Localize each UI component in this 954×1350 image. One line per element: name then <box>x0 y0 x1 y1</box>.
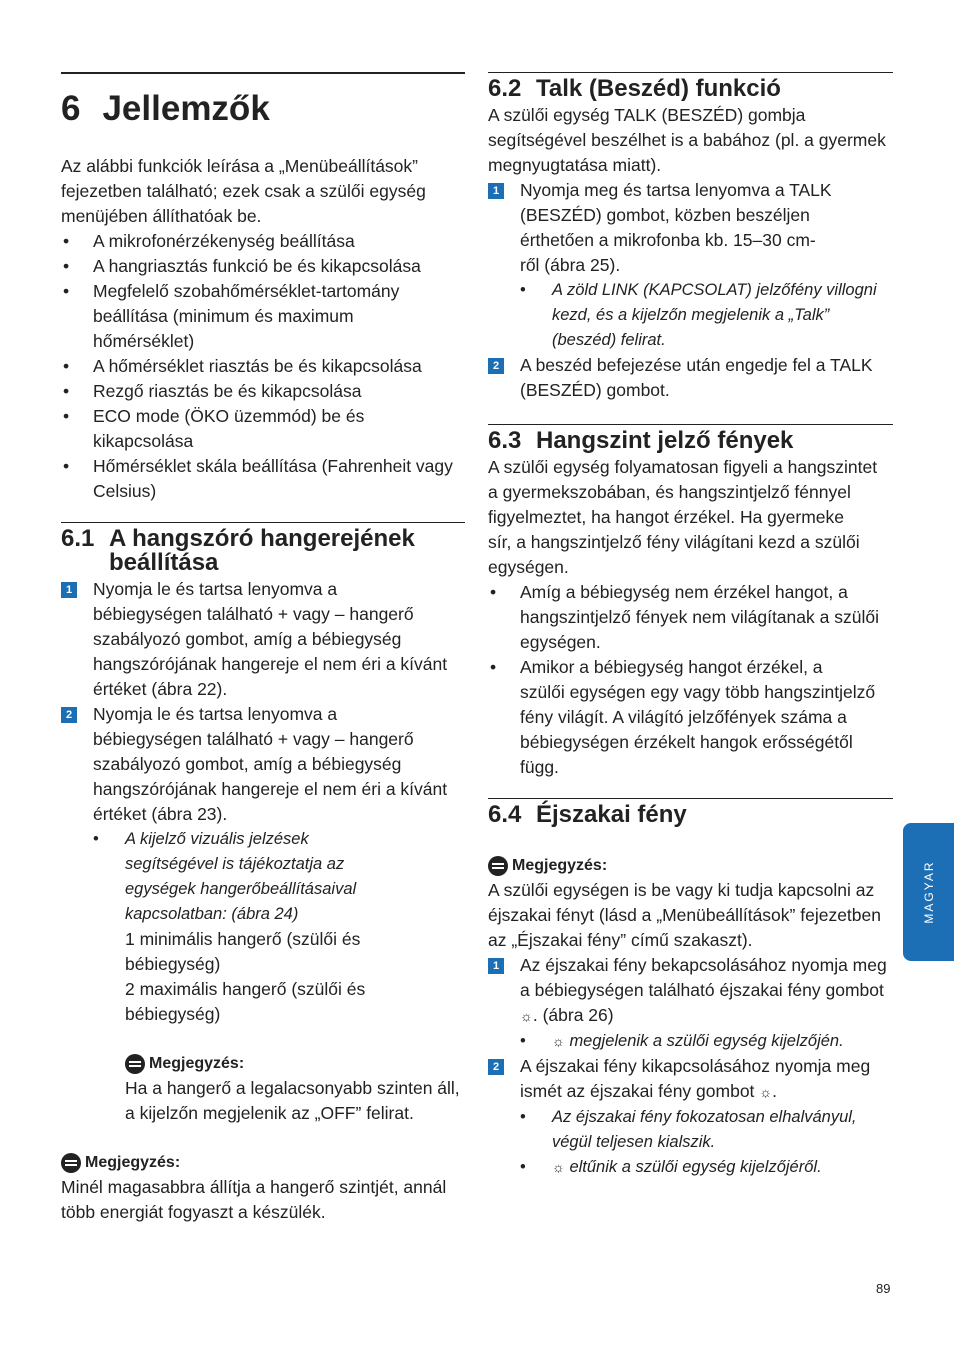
step-badge: 1 <box>61 582 77 598</box>
text-line: ről (ábra 25). <box>520 255 621 275</box>
list-item <box>61 354 465 379</box>
sub-bullet-list <box>520 1029 893 1054</box>
section-rule <box>488 798 893 799</box>
text-line: • Amíg a bébiegység nem érzékel hangot, a <box>520 582 848 602</box>
section-number: 6.3 <box>488 427 522 454</box>
text-line: hangszórójának hangereje el nem éri a kívánt <box>93 779 448 799</box>
text-line: kikapcsolása <box>93 431 194 451</box>
sun-icon: ☼ <box>520 1008 533 1024</box>
text-line: szabályozó gombot, amíg a bébiegység <box>93 754 402 774</box>
text-line: éjszakai fényt (lásd a „Menübeállítások” fejezetben <box>488 905 881 925</box>
step-badge: 2 <box>488 1059 504 1075</box>
text-line: Az éjszakai fény bekapcsolásához nyomja meg <box>520 955 887 975</box>
text-line: bébiegységen található + vagy – hangerő <box>93 604 414 624</box>
step-1 <box>488 178 893 278</box>
text-line: A szülői egység TALK (BESZÉD) gombja <box>488 105 806 125</box>
text-line: Celsius) <box>93 481 157 501</box>
section-title-text: Talk (Beszéd) funkció <box>536 75 781 102</box>
text-line: A éjszakai fény kikapcsolásához nyomja meg <box>520 1056 871 1076</box>
section-rule <box>488 424 893 425</box>
note-icon <box>61 1153 81 1173</box>
text-line: végül teljesen kialszik. <box>552 1133 716 1151</box>
text-line: Ha a hangerő a legalacsonyabb szinten áll, <box>125 1078 460 1098</box>
text-line: szabályozó gombot, amíg a bébiegység <box>93 629 402 649</box>
numbered-item <box>125 927 465 977</box>
text-line: segítségével is tájékoztatja az <box>125 855 345 873</box>
section-6-3-title <box>488 429 893 453</box>
text-line: kezd, és a kijelzőn megjelenik a „Talk” <box>552 306 830 324</box>
step-badge: 1 <box>488 958 504 974</box>
section-number: 6.4 <box>488 801 522 828</box>
left-column <box>61 72 465 1225</box>
note-label: Megjegyzés: <box>85 1154 181 1171</box>
language-tab-label: MAGYAR <box>921 860 936 924</box>
list-item <box>61 279 465 354</box>
sun-icon: ☼ <box>759 1084 773 1100</box>
text-line: • Hőmérséklet skála beállítása (Fahrenheit vagy <box>93 456 453 476</box>
step-2 <box>61 702 465 827</box>
sub-bullet-list <box>93 827 465 927</box>
step-badge: 2 <box>488 358 504 374</box>
section-6-4-title <box>488 803 893 827</box>
text-line: a bébiegységen található éjszakai fény gombot <box>520 980 884 1000</box>
sub-bullet <box>520 1105 893 1155</box>
text-line: ismét az éjszakai fény gombot ☼. <box>520 1081 777 1101</box>
text-line: Nyomja le és tartsa lenyomva a <box>93 704 338 724</box>
step-2 <box>488 353 893 403</box>
list-item <box>61 379 465 404</box>
text-line: értéket (ábra 23). <box>93 804 228 824</box>
section-6-1-title <box>61 527 465 575</box>
note-icon <box>488 856 508 876</box>
text-line: • A zöld LINK (KAPCSOLAT) jelzőfény villogni <box>552 281 877 299</box>
top-rule <box>61 72 465 74</box>
bullet-list <box>488 580 893 780</box>
list-item <box>61 229 465 254</box>
section-6-3-intro <box>488 455 893 580</box>
text-line: bébiegység) <box>125 1004 221 1024</box>
intro-paragraph <box>61 154 465 229</box>
section-rule <box>61 522 465 523</box>
list-item <box>488 580 893 655</box>
right-column <box>488 72 893 1180</box>
text-line: (BESZÉD) gombot, közben beszéljen <box>520 205 810 225</box>
page-number: 89 <box>876 1281 891 1296</box>
text-line: bébiegységen található + vagy – hangerő <box>93 729 414 749</box>
step-1 <box>488 953 893 1029</box>
text-line: Nyomja meg és tartsa lenyomva a TALK <box>520 180 832 200</box>
sub-bullet: • ☼ eltűnik a szülői egység kijelzőjéről. <box>520 1155 893 1180</box>
numbered-item <box>125 977 465 1027</box>
text-line: Minél magasabbra állítja a hangerő szintjét, annál <box>61 1177 447 1197</box>
text-line: érthetően a mikrofonba kb. 15–30 cm- <box>520 230 816 250</box>
text-line: Nyomja le és tartsa lenyomva a <box>93 579 338 599</box>
text-line: • Az éjszakai fény fokozatosan elhalványul, <box>552 1108 857 1126</box>
text-line: hőmérséklet) <box>93 331 195 351</box>
text-line: a gyermekszobában, és hangszintjelző fénnyel <box>488 482 851 502</box>
text-line: sír, a hangszintjelző fény világítani kezd a szülői <box>488 532 860 552</box>
sub-bullet <box>93 827 465 927</box>
text-line: az „Éjszakai fény” című szakaszt). <box>488 930 753 950</box>
section-title-line: A hangszóró hangerejének <box>109 525 415 552</box>
text-line: segítségével beszélhet is a babához (pl. a gyermek <box>488 130 886 150</box>
language-tab <box>903 823 954 961</box>
list-item <box>488 655 893 780</box>
text-line: bébiegység) <box>125 954 221 974</box>
text-line: bébiegységen érzékelt hangok erősségétől <box>520 732 853 752</box>
text-line: (BESZÉD) gombot. <box>520 380 670 400</box>
text-line: beállítása (minimum és maximum <box>93 306 354 326</box>
section-6-2-title <box>488 77 893 101</box>
note-label: Megjegyzés: <box>149 1055 245 1072</box>
text-line: függ. <box>520 757 559 777</box>
text-line: értéket (ábra 22). <box>93 679 228 699</box>
text-line: • Amikor a bébiegység hangot érzékel, a <box>520 657 823 677</box>
note <box>488 853 893 953</box>
text-line: • A hőmérséklet riasztás be és kikapcsolása <box>93 356 422 376</box>
feature-list <box>61 229 465 504</box>
step-badge: 1 <box>488 183 504 199</box>
text-line: fejezetben található; ezek csak a szülői egység <box>61 181 426 201</box>
section-rule <box>488 72 893 73</box>
text-line: kapcsolatban: (ábra 24) <box>125 905 299 923</box>
text-line: A szülői egység folyamatosan figyeli a hangszintet <box>488 457 878 477</box>
text-line: • Megfelelő szobahőmérséklet-tartomány <box>93 281 400 301</box>
text-line: menüjében állíthatóak be. <box>61 206 262 226</box>
text-line: hangszintjelző fények nem világítanak a szülői <box>520 607 879 627</box>
text-line: Az alábbi funkciók leírása a „Menübeállítások” <box>61 156 418 176</box>
section-title-line: beállítása <box>109 549 219 576</box>
sun-icon: ☼ <box>552 1033 565 1049</box>
text-line: figyelmeztet, ha hangot érzékel. Ha gyermeke <box>488 507 845 527</box>
list-item <box>61 254 465 279</box>
section-number: 6.1 <box>61 525 95 552</box>
step-2 <box>488 1054 893 1105</box>
text-line: • A kijelző vizuális jelzések <box>125 830 309 848</box>
note-label: Megjegyzés: <box>512 857 608 874</box>
section-title-text: Éjszakai fény <box>536 801 687 828</box>
text-line: egységen. <box>488 557 569 577</box>
text-line: A szülői egységen is be vagy ki tudja kapcsolni az <box>488 880 875 900</box>
sun-icon: ☼ <box>552 1159 565 1175</box>
text-line: 2 maximális hangerő (szülői és <box>125 979 366 999</box>
text-line: A beszéd befejezése után engedje fel a TALK <box>520 355 873 375</box>
text-line: 1 minimális hangerő (szülői és <box>125 929 361 949</box>
text-line: egységen. <box>520 632 601 652</box>
text-line: ☼. (ábra 26) <box>520 1005 614 1025</box>
chapter-number: 6 <box>61 89 81 128</box>
step-1 <box>61 577 465 702</box>
text-line: • A mikrofonérzékenység beállítása <box>93 231 355 251</box>
chapter-title <box>61 88 465 130</box>
sub-bullet-list <box>520 278 893 353</box>
chapter-title-text: Jellemzők <box>102 89 270 128</box>
text-line: egységek hangerőbeállításaival <box>125 880 357 898</box>
sub-bullet <box>520 278 893 353</box>
list-item <box>61 404 465 454</box>
note-icon <box>125 1054 145 1074</box>
step-badge: 2 <box>61 707 77 723</box>
text-line: • Rezgő riasztás be és kikapcsolása <box>93 381 362 401</box>
text-line: • A hangriasztás funkció be és kikapcsolása <box>93 256 421 276</box>
text-line: fény világít. A világító jelzőfények száma a <box>520 707 847 727</box>
section-number: 6.2 <box>488 75 522 102</box>
list-item <box>61 454 465 504</box>
text-line: több energiát fogyaszt a készülék. <box>61 1202 326 1222</box>
note <box>61 1150 465 1225</box>
section-6-2-intro <box>488 103 893 178</box>
text-line: megnyugtatása miatt). <box>488 155 662 175</box>
section-title-text: Hangszint jelző fények <box>536 427 794 454</box>
text-line: • ECO mode (ÖKO üzemmód) be és <box>93 406 365 426</box>
text-line: (beszéd) felirat. <box>552 331 666 349</box>
inner-note <box>125 1051 465 1126</box>
text-line: szülői egységen egy vagy több hangszintjelző <box>520 682 876 702</box>
sub-bullet-list <box>520 1105 893 1180</box>
text-line: hangszórójának hangereje el nem éri a kívánt <box>93 654 448 674</box>
sub-bullet: • ☼ megjelenik a szülői egység kijelzőjén. <box>520 1029 893 1054</box>
text-line: a kijelzőn megjelenik az „OFF” felirat. <box>125 1103 414 1123</box>
